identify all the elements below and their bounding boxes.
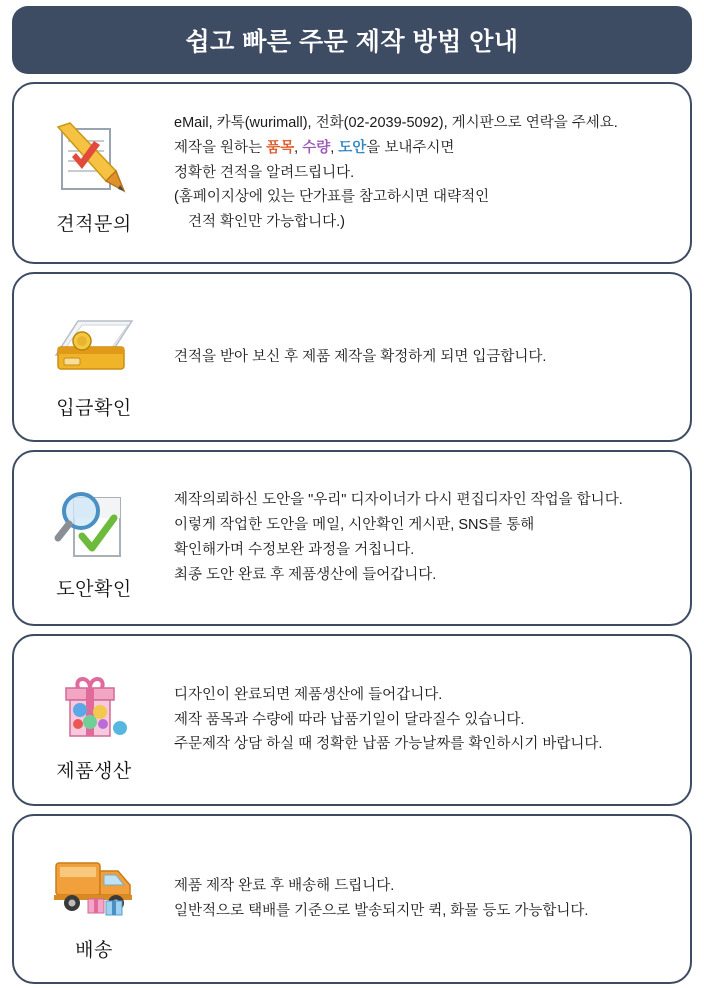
- step-line-highlighted: 제작을 원하는 품목, 수량, 도안을 보내주시면: [174, 139, 455, 156]
- step-line: 정확한 견적을 알려드립니다.: [174, 164, 355, 181]
- magnifier-checklist-icon: [46, 482, 142, 568]
- step-text-area: [174, 636, 690, 804]
- highlight-design: 도안: [338, 139, 367, 156]
- step-text-area: [174, 84, 690, 262]
- step-card-payment: [12, 272, 692, 442]
- step-icon-area: [14, 636, 174, 804]
- page-title: 쉽고 빠른 주문 제작 방법 안내: [185, 28, 519, 56]
- highlight-quantity: 수량: [302, 139, 331, 156]
- step-label: 제품생산: [56, 760, 132, 782]
- step-line: 디자인이 완료되면 제품생산에 들어갑니다.: [174, 686, 443, 703]
- step-label: 배송: [75, 939, 113, 961]
- page-header: [12, 6, 692, 74]
- step-card-delivery: [12, 814, 692, 984]
- highlight-item: 품목: [266, 139, 295, 156]
- step-line: 제작의뢰하신 도안을 "우리" 디자이너가 다시 편집디자인 작업을 합니다.: [174, 492, 623, 509]
- step-card-estimate: [12, 82, 692, 264]
- credit-card-payment-icon: [46, 301, 142, 387]
- step-icon-area: [14, 452, 174, 624]
- step-line: eMail, 카톡(wurimall), 전화(02-2039-5092), 게시판으로 연락을 주세요.: [174, 114, 618, 131]
- step-text-area: [174, 816, 690, 982]
- step-line: 제작 품목과 수량에 따라 납품기일이 달라질수 있습니다.: [174, 711, 525, 728]
- step-icon-area: [14, 816, 174, 982]
- step-line: 이렇게 작업한 도안을 메일, 시안확인 게시판, SNS를 통해: [174, 517, 535, 534]
- pencil-document-icon: [46, 117, 142, 203]
- step-line: 주문제작 상담 하실 때 정확한 납품 가능날짜를 확인하시기 바랍니다.: [174, 736, 603, 753]
- step-text-area: [174, 274, 690, 440]
- step-label: 입금확인: [56, 397, 132, 419]
- step-card-design-check: [12, 450, 692, 626]
- step-line: 최종 도안 완료 후 제품생산에 들어갑니다.: [174, 566, 437, 583]
- step-line: (홈페이지상에 있는 단가표를 참고하시면 대략적인: [174, 189, 490, 206]
- step-line: 확인해가며 수정보완 과정을 거칩니다.: [174, 542, 415, 558]
- delivery-truck-icon: [46, 843, 142, 929]
- step-card-production: [12, 634, 692, 806]
- step-text-area: [174, 452, 690, 624]
- step-line: 제품 제작 완료 후 배송해 드립니다.: [174, 878, 395, 895]
- step-icon-area: [14, 84, 174, 262]
- step-line: 일반적으로 택배를 기준으로 발송되지만 퀵, 화물 등도 가능합니다.: [174, 903, 589, 919]
- step-label: 도안확인: [56, 578, 132, 600]
- step-line: 견적을 받아 보신 후 제품 제작을 확정하게 되면 입금합니다.: [174, 348, 547, 365]
- step-line: 견적 확인만 가능합니다.): [188, 214, 345, 231]
- step-label: 견적문의: [56, 213, 132, 235]
- gift-box-production-icon: [46, 664, 142, 750]
- step-icon-area: [14, 274, 174, 440]
- steps-list: [12, 82, 692, 984]
